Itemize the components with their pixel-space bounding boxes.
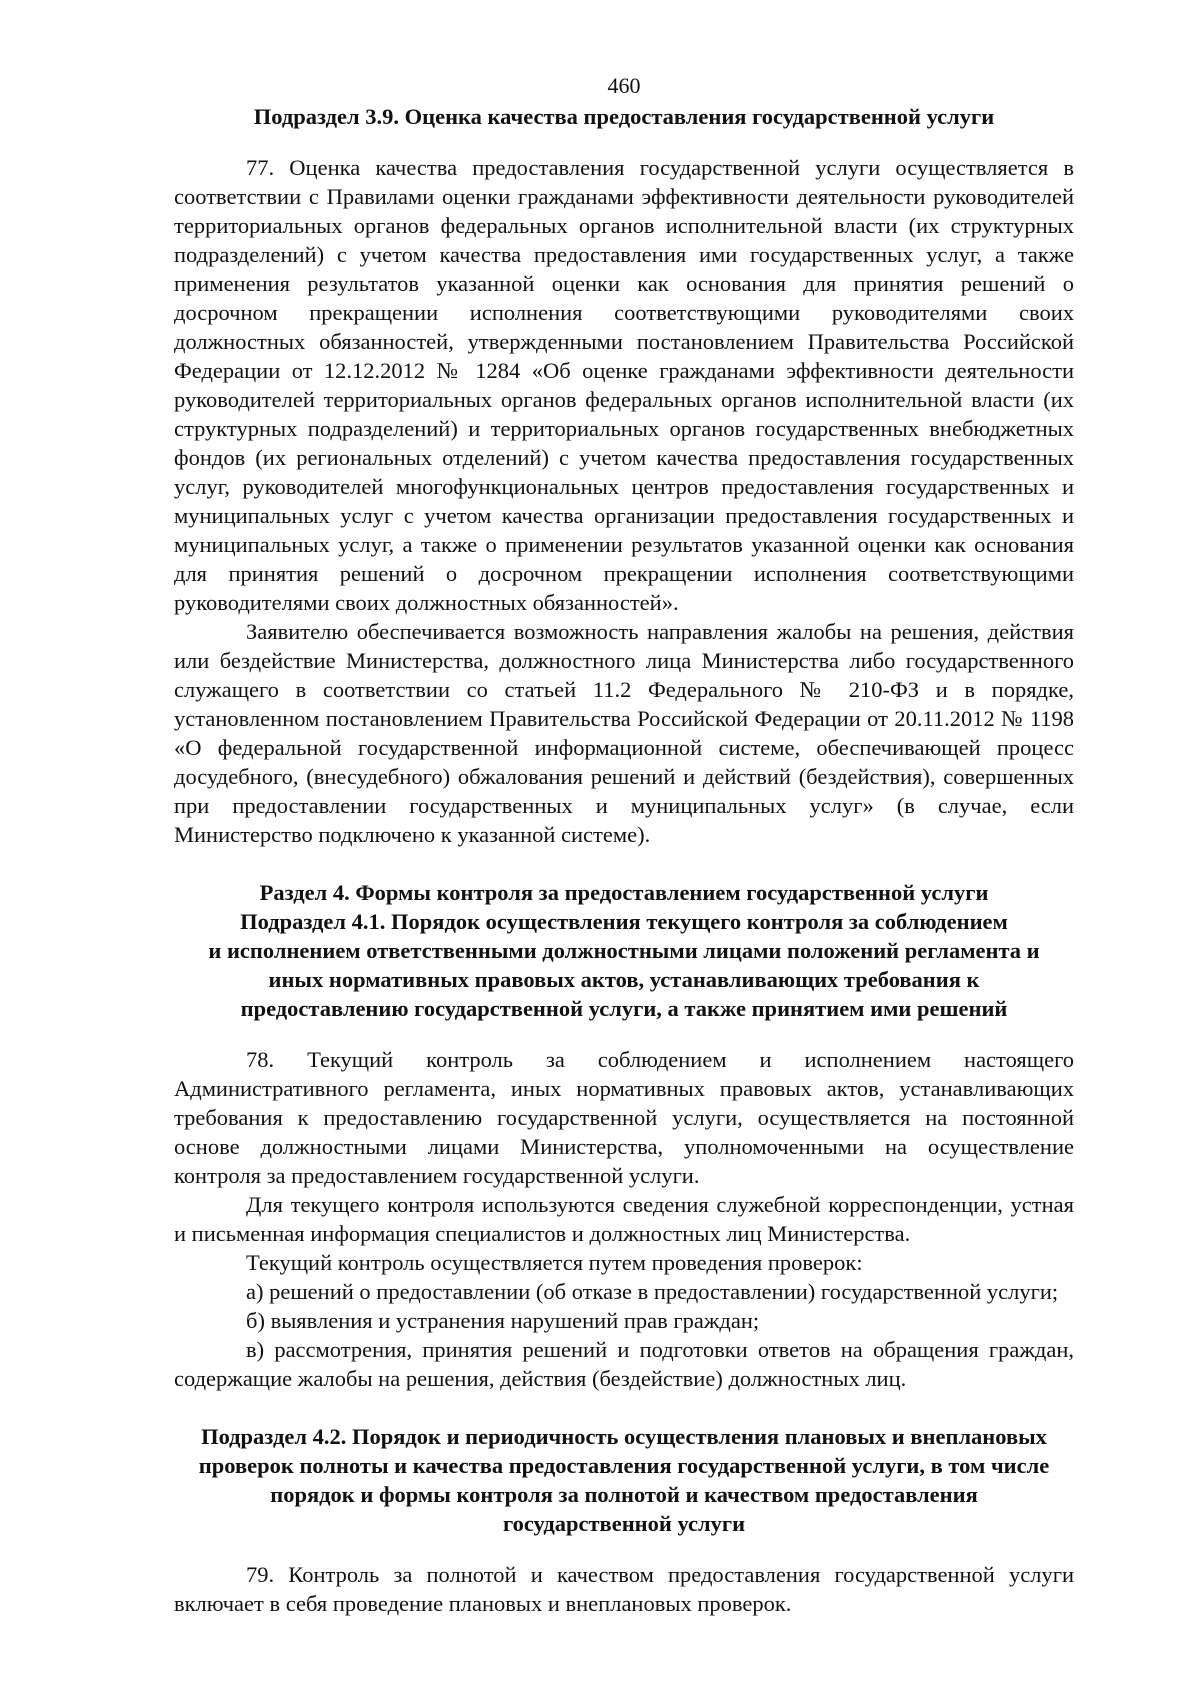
subsection-4-2-title-line: проверок полноты и качества предоставления государственной услуги, в том числе	[198, 1453, 1050, 1478]
subsection-3-9	[174, 102, 1074, 849]
section-4-body	[174, 1045, 1074, 1393]
list-item-b: б) выявления и устранения нарушений прав граждан;	[246, 1308, 760, 1333]
paragraph-current-control-sources: Для текущего контроля используются сведения служебной корреспонденции, устная и письменная информация специалистов и должностных лиц Министерства.	[174, 1192, 1074, 1246]
subsection-4-2-body	[174, 1560, 1074, 1618]
paragraph-complaint-right: Заявителю обеспечивается возможность направления жалобы на решения, действия или бездействие Министерства, должностного лица Министерства либо государственного служащего в соответствии со статьей 11.2 Федерального № 210-ФЗ и в порядке, установленном постановлением Правительства Российской Федерации от 20.11.2012 № 1198 «О федеральной государственной информационной системе, обеспечивающей процесс досудебного, (внесудебного) обжалования решений и действий (бездействия), совершенных при предоставлении государственных и муниципальных услуг» (в случае, если Министерство подключено к указанной системе).	[174, 619, 1074, 847]
page-number: 460	[607, 73, 641, 98]
list-item-v: в) рассмотрения, принятия решений и подготовки ответов на обращения граждан, содержащие жалобы на решения, действия (бездействие) должностных лиц.	[174, 1337, 1074, 1391]
paragraph-78: 78. Текущий контроль за соблюдением и исполнением настоящего Административного регламента, иных нормативных правовых актов, устанавливающих требования к предоставлению государственной услуги, осуществляется на постоянной основе должностными лицами Министерства, уполномоченными на осуществление контроля за предоставлением государственной услуги.	[174, 1047, 1074, 1188]
section-4-title	[174, 878, 1074, 1023]
paragraph-79: 79. Контроль за полнотой и качеством предоставления государственной услуги включает в себя проведение плановых и внеплановых проверок.	[174, 1562, 1074, 1616]
section-4	[174, 878, 1074, 1393]
subsection-4-2-title-line: Подраздел 4.2. Порядок и периодичность осуществления плановых и внеплановых	[201, 1424, 1047, 1449]
subsection-4-1-title-line: иных нормативных правовых актов, устанавливающих требования к	[268, 967, 980, 992]
subsection-4-1-title-line: предоставлению государственной услуги, а также принятием ими решений	[240, 996, 1008, 1021]
list-item-a: а) решений о предоставлении (об отказе в предоставлении) государственной услуги;	[246, 1279, 1059, 1304]
subsection-4-2-title-line: порядок и формы контроля за полнотой и качеством предоставления	[270, 1482, 978, 1507]
paragraph-77: 77. Оценка качества предоставления государственной услуги осуществляется в соответствии с Правилами оценки гражданами эффективности деятельности руководителей территориальных органов федеральных органов исполнительной власти (их структурных подразделений) с учетом качества предоставления ими государственных услуг, а также применения результатов указанной оценки как основания для принятия решений о досрочном прекращении исполнения соответствующими руководителями своих должностных обязанностей, утвержденными постановлением Правительства Российской Федерации от 12.12.2012 № 1284 «Об оценке гражданами эффективности деятельности руководителей территориальных органов федеральных органов исполнительной власти (их структурных подразделений) и территориальных органов государственных внебюджетных фондов (их региональных отделений) с учетом качества предоставления государственных услуг, руководителей многофункциональных центров предоставления государственных и муниципальных услуг с учетом качества организации предоставления государственных и муниципальных услуг, а также о применении результатов указанной оценки как основания для принятия решений о досрочном прекращении исполнения соответствующими руководителями своих должностных обязанностей».	[174, 155, 1074, 615]
paragraph-current-control-checks: Текущий контроль осуществляется путем проведения проверок:	[246, 1250, 863, 1275]
subsection-3-9-title: Подраздел 3.9. Оценка качества предоставления государственной услуги	[253, 104, 995, 129]
subsection-3-9-body	[174, 153, 1074, 849]
section-4-title-line: Раздел 4. Формы контроля за предоставлением государственной услуги	[259, 880, 989, 905]
subsection-4-1-title-line: и исполнением ответственными должностными лицами положений регламента и	[208, 938, 1040, 963]
subsection-4-2-title-line: государственной услуги	[502, 1511, 746, 1536]
subsection-4-1-title-line: Подраздел 4.1. Порядок осуществления текущего контроля за соблюдением	[240, 909, 1008, 934]
subsection-4-2-title	[174, 1422, 1074, 1538]
subsection-4-2	[174, 1422, 1074, 1618]
